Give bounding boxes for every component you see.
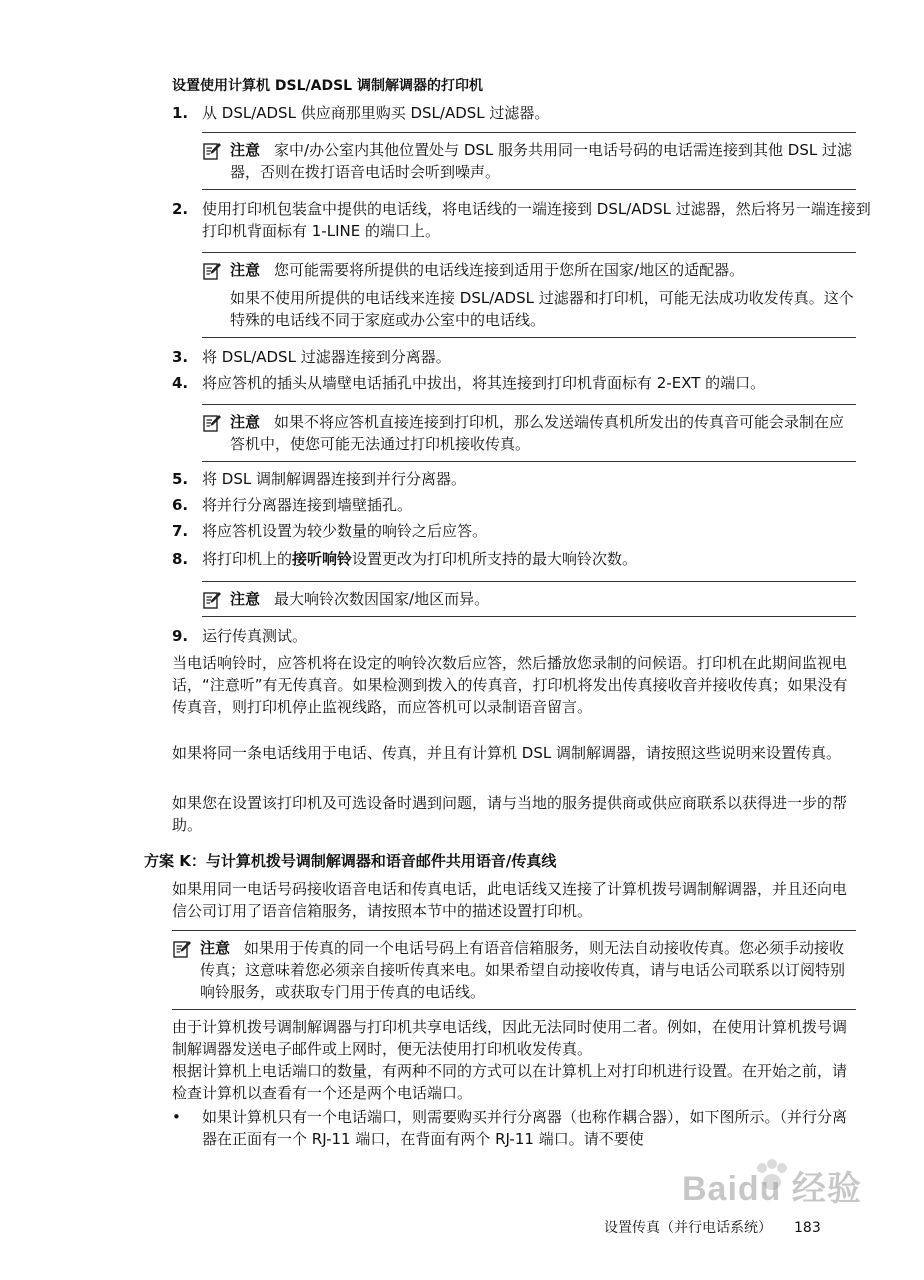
note-box bbox=[202, 132, 856, 190]
note-label: 注意 bbox=[230, 261, 261, 279]
step-1 bbox=[172, 102, 872, 124]
step-number: 3. bbox=[172, 348, 189, 366]
step-8 bbox=[172, 548, 872, 570]
bullet-text: 如果计算机只有一个电话端口，则需要购买并行分离器（也称作耦合器），如下图所示。（并行分离器在正面有一个 RJ-11 端口，在背面有两个 RJ-11 端口。请不要使 bbox=[202, 1108, 848, 1148]
paragraph: 根据计算机上电话端口的数量，有两种不同的方式可以在计算机上对打印机进行设置。在开始之前，请检查计算机以查看有一个还是两个电话端口。 bbox=[172, 1062, 848, 1102]
note-text: 您可能需要将所提供的电话线连接到适用于您所在国家/地区的适配器。 bbox=[274, 261, 745, 279]
step-number: 4. bbox=[172, 374, 189, 392]
note-extra-text: 如果不使用所提供的电话线来连接 DSL/ADSL 过滤器和打印机，可能无法成功收发传真。这个特殊的电话线不同于家庭或办公室中的电话线。 bbox=[230, 289, 854, 329]
paragraph: 由于计算机拨号调制解调器与打印机共享电话线，因此无法同时使用二者。例如，在使用计算机拨号调制解调器发送电子邮件或上网时，便无法使用打印机收发传真。 bbox=[172, 1018, 848, 1058]
step-text-before: 将打印机上的 bbox=[202, 550, 293, 568]
step-text: 将并行分离器连接到墙壁插孔。 bbox=[202, 496, 413, 514]
paragraph: 如果将同一条电话线用于电话、传真，并且有计算机 DSL 调制解调器，请按照这些说明来设置传真。 bbox=[172, 744, 841, 762]
note-icon bbox=[202, 261, 222, 281]
page-number: 183 bbox=[794, 1220, 821, 1236]
note-box bbox=[202, 252, 856, 338]
step-text-after: 设置更改为打印机所支持的最大响铃次数。 bbox=[352, 550, 638, 568]
paragraph: 当电话响铃时，应答机将在设定的响铃次数后应答，然后播放您录制的问候语。打印机在此期间监视电话，“注意听”有无传真音。如果检测到拨入的传真音，打印机将发出传真接收音并接收传真；如果没有传真音，则打印机停止监视线路，而应答机可以录制语音留言。 bbox=[172, 654, 848, 716]
step-2 bbox=[172, 198, 872, 242]
setting-name-answer-rings: 接听响铃 bbox=[292, 550, 353, 568]
footer-section-title: 设置传真（并行电话系统） bbox=[604, 1220, 772, 1236]
note-text: 如果不将应答机直接连接到打印机，那么发送端传真机所发出的传真音可能会录制在应答机中，使您可能无法通过打印机接收传真。 bbox=[230, 413, 845, 453]
step-text: 运行传真测试。 bbox=[202, 627, 308, 645]
bullet-symbol: • bbox=[172, 1108, 181, 1126]
step-3 bbox=[172, 346, 872, 368]
step-number: 2. bbox=[172, 200, 189, 218]
step-9 bbox=[172, 625, 872, 647]
note-box bbox=[202, 404, 856, 462]
note-label: 注意 bbox=[230, 141, 261, 159]
step-number: 5. bbox=[172, 470, 189, 488]
step-4 bbox=[172, 372, 872, 394]
step-number: 7. bbox=[172, 522, 189, 540]
note-text: 最大响铃次数因国家/地区而异。 bbox=[274, 590, 490, 608]
step-number: 8. bbox=[172, 550, 189, 568]
step-6 bbox=[172, 494, 872, 516]
page-footer bbox=[604, 1218, 821, 1238]
note-text: 如果用于传真的同一个电话号码上有语音信箱服务，则无法自动接收传真。您必须手动接收传真；这意味着您必须亲自接听传真来电。如果希望自动接收传真，请与电话公司联系以订阅特别响铃服务，或获取专门用于传真的电话线。 bbox=[200, 939, 846, 1001]
step-text: 将应答机设置为较少数量的响铃之后应答。 bbox=[202, 522, 488, 540]
note-icon bbox=[202, 590, 222, 610]
paragraph: 如果用同一电话号码接收语音电话和传真电话，此电话线又连接了计算机拨号调制解调器，并且还向电信公司订用了语音信箱服务，请按照本节中的描述设置打印机。 bbox=[172, 880, 848, 920]
paragraph: 如果您在设置该打印机及可选设备时遇到问题，请与当地的服务提供商或供应商联系以获得进一步的帮助。 bbox=[172, 794, 848, 834]
note-label: 注意 bbox=[230, 590, 261, 608]
note-icon bbox=[172, 939, 192, 959]
bullet-item bbox=[172, 1106, 860, 1150]
section-heading-k: 方案 K：与计算机拨号调制解调器和语音邮件共用语音/传真线 bbox=[144, 852, 557, 870]
note-box bbox=[202, 581, 856, 617]
note-icon bbox=[202, 413, 222, 433]
step-7 bbox=[172, 520, 872, 542]
note-label: 注意 bbox=[230, 413, 261, 431]
note-box bbox=[172, 930, 856, 1010]
watermark-logo: Baidu 经验 bbox=[682, 1170, 862, 1208]
step-text: 从 DSL/ADSL 供应商那里购买 DSL/ADSL 过滤器。 bbox=[202, 104, 550, 122]
section-heading: 设置使用计算机 DSL/ADSL 调制解调器的打印机 bbox=[172, 78, 483, 94]
note-label: 注意 bbox=[200, 939, 231, 957]
step-text: 将 DSL/ADSL 过滤器连接到分离器。 bbox=[202, 348, 451, 366]
step-text: 将应答机的插头从墙壁电话插孔中拔出，将其连接到打印机背面标有 2-EXT 的端口。 bbox=[202, 374, 766, 392]
step-text: 将 DSL 调制解调器连接到并行分离器。 bbox=[202, 470, 466, 488]
step-number: 9. bbox=[172, 627, 189, 645]
note-icon bbox=[202, 141, 222, 161]
step-number: 6. bbox=[172, 496, 189, 514]
note-text: 家中/办公室内其他位置处与 DSL 服务共用同一电话号码的电话需连接到其他 DSL 过滤器，否则在拨打语音电话时会听到噪声。 bbox=[230, 141, 853, 181]
step-text: 使用打印机包装盒中提供的电话线，将电话线的一端连接到 DSL/ADSL 过滤器，然后将另一端连接到打印机背面标有 1-LINE 的端口上。 bbox=[202, 200, 871, 240]
step-5 bbox=[172, 468, 872, 490]
step-number: 1. bbox=[172, 104, 189, 122]
